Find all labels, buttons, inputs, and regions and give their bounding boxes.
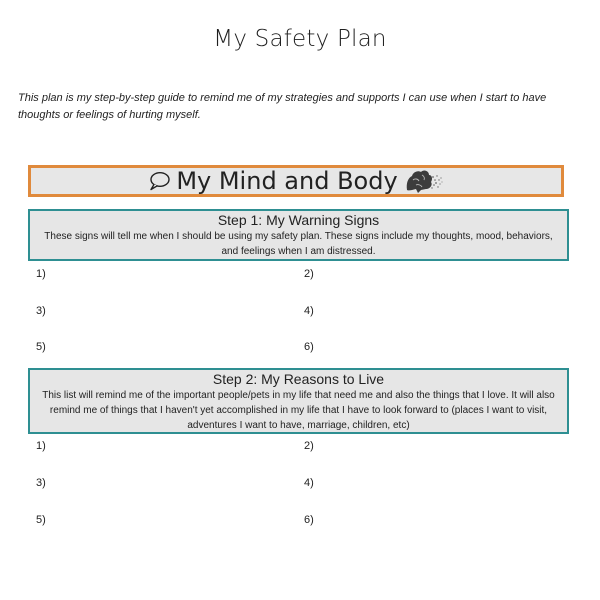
step-2-item-4[interactable]: 4)	[304, 477, 314, 489]
speech-bubble-icon	[148, 171, 170, 191]
step-1-description: These signs will tell me when I should be using my safety plan. These signs include my thoughts, mood, behaviors, and feelings when I am distressed.	[44, 231, 553, 257]
step-2-description: This list will remind me of the important people/pets in my life that need me and also the things that I love. It will also remind me of things that I haven't yet accomplished in my life that I have to look forward to (places I want to visit, adventures I want to have, marriage, children, etc)	[42, 390, 555, 431]
section-header	[28, 165, 564, 197]
step-1-item-2[interactable]: 2)	[304, 268, 314, 280]
section-title: My Mind and Body	[176, 167, 398, 195]
step-2-box	[28, 368, 569, 434]
step-1-heading: Step 1: My Warning Signs	[217, 212, 380, 228]
intro-text: This plan is my step-by-step guide to remind me of my strategies and supports I can use when I start to have thoughts or feelings of hurting myself.	[18, 92, 547, 121]
step-2-item-3[interactable]: 3)	[36, 477, 46, 489]
step-1-item-1[interactable]: 1)	[36, 268, 46, 280]
step-1-item-4[interactable]: 4)	[304, 305, 314, 317]
brain-icon	[404, 168, 444, 194]
step-1-box	[28, 209, 569, 261]
step-1-item-3[interactable]: 3)	[36, 305, 46, 317]
step-2-heading: Step 2: My Reasons to Live	[212, 371, 385, 387]
step-2-item-5[interactable]: 5)	[36, 514, 46, 526]
step-2-item-6[interactable]: 6)	[304, 514, 314, 526]
page-title: My Safety Plan	[213, 26, 387, 52]
step-1-item-5[interactable]: 5)	[36, 341, 46, 353]
step-1-item-6[interactable]: 6)	[304, 341, 314, 353]
step-2-item-2[interactable]: 2)	[304, 440, 314, 452]
step-2-item-1[interactable]: 1)	[36, 440, 46, 452]
